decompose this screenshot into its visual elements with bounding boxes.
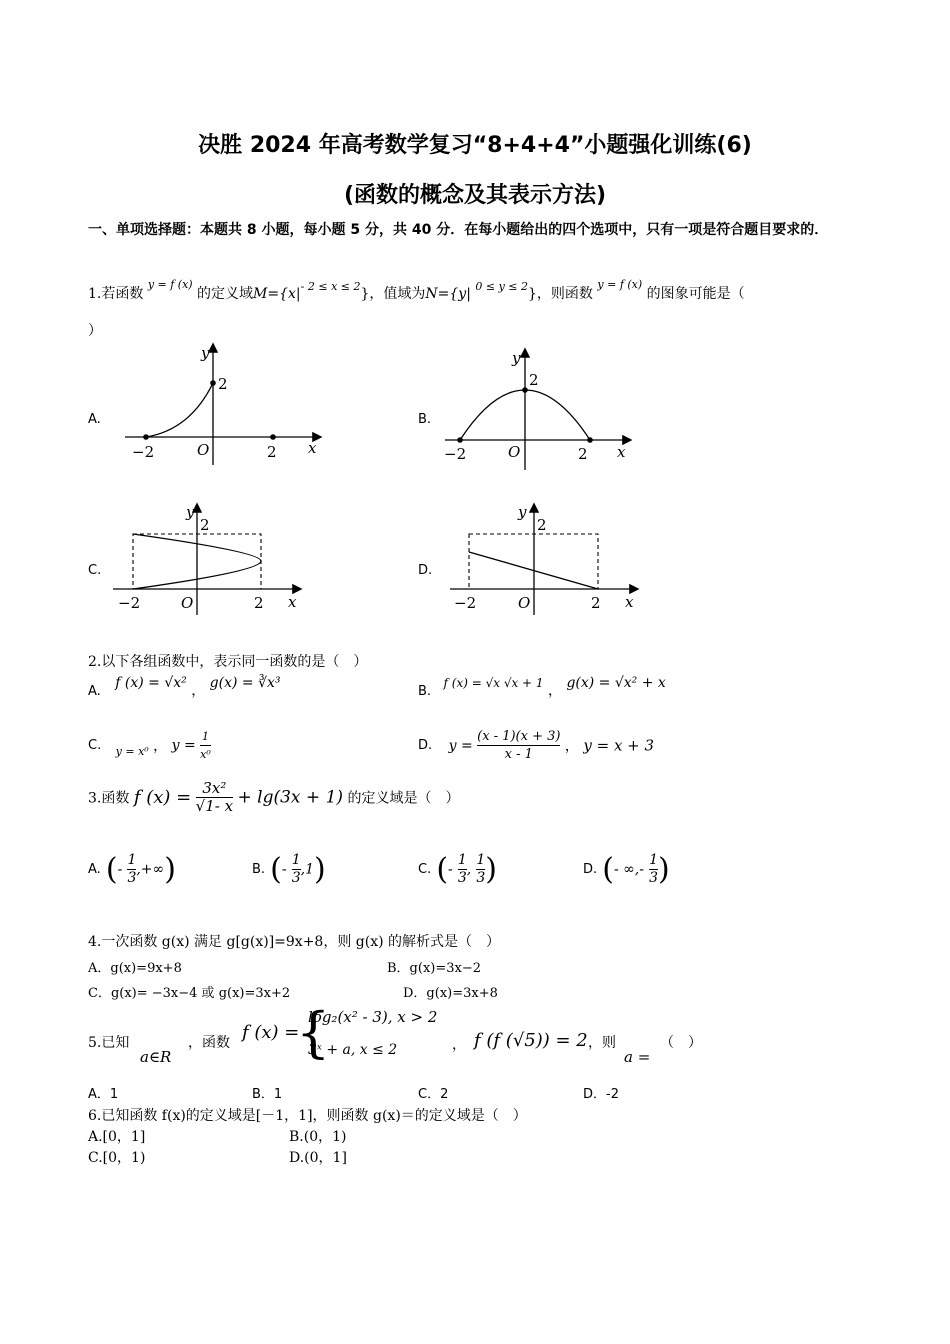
question-3-stem bbox=[88, 780, 459, 815]
q4-option-b: B．g(x)=3x−2 bbox=[387, 961, 482, 976]
q1-range-set: N={y| bbox=[425, 286, 471, 302]
q5-mid: ，函数 bbox=[188, 1035, 230, 1051]
q3-fraction bbox=[196, 780, 233, 815]
q3-rest: + lg(3x + 1) bbox=[237, 787, 344, 808]
denominator: 3 bbox=[291, 870, 301, 886]
q1-text-range: }，值域为 bbox=[360, 286, 426, 302]
comma: ， bbox=[548, 683, 562, 699]
q5-option-d: D．-2 bbox=[583, 1087, 619, 1102]
label-neg2: −2 bbox=[132, 443, 155, 461]
q6-option-d: D.(0，1] bbox=[289, 1150, 347, 1166]
q2-d-fraction bbox=[477, 728, 560, 763]
q2-b-g: g(x) = √x² + x bbox=[566, 675, 666, 691]
q1-option-b-label: B. bbox=[418, 412, 432, 427]
numerator: (x - 1)(x + 3) bbox=[477, 729, 561, 744]
q2-c-fraction bbox=[200, 728, 211, 763]
graph-option-d bbox=[445, 500, 645, 620]
label-origin: O bbox=[508, 443, 521, 461]
label-neg2: −2 bbox=[444, 445, 467, 463]
q3-prefix: 3.函数 bbox=[88, 790, 130, 807]
q2-option-b bbox=[418, 675, 666, 700]
label-x2: 2 bbox=[591, 594, 601, 612]
q5-a-eq: a = bbox=[624, 1048, 651, 1066]
label-x2: 2 bbox=[267, 443, 277, 461]
graph-option-b bbox=[440, 345, 640, 475]
numerator: 1 bbox=[476, 852, 486, 868]
curve bbox=[146, 383, 213, 437]
q5-case-2: 3ˣ + a, x ≤ 2 bbox=[308, 1042, 398, 1058]
numerator: 1 bbox=[127, 852, 137, 868]
q1-domain-cond: - 2 ≤ x ≤ 2 bbox=[300, 280, 361, 293]
label-y: y bbox=[186, 503, 195, 521]
q3-suffix: 的定义域是（ ） bbox=[347, 790, 460, 807]
point-2 bbox=[587, 437, 593, 443]
q1-option-c-label: C. bbox=[88, 563, 102, 578]
point-neg2 bbox=[143, 434, 149, 440]
q1-function-2: y = f (x) bbox=[597, 278, 643, 291]
q4-option-c: C．g(x)= −3x−4 或 g(x)=3x+2 bbox=[88, 986, 291, 1001]
q2-c-y2-lhs: y = bbox=[171, 737, 196, 754]
label-y: y bbox=[518, 503, 527, 521]
label-x2: 2 bbox=[578, 445, 588, 463]
q2-option-c bbox=[88, 728, 211, 763]
q2-a-label: A. bbox=[88, 684, 101, 699]
numerator: 1 bbox=[649, 852, 659, 868]
q3-option-d: D. (- ∞,- $\frac{1}{3}$ ) bbox=[583, 852, 670, 887]
q5-option-c: C．2 bbox=[418, 1087, 449, 1102]
question-1-stem bbox=[88, 278, 745, 303]
q2-a-f: f (x) = √x² bbox=[115, 675, 187, 691]
point-neg2 bbox=[457, 437, 463, 443]
label-y: y bbox=[512, 349, 521, 367]
comma: ， bbox=[153, 738, 168, 755]
page-subtitle: (函数的概念及其表示方法) bbox=[343, 183, 607, 208]
label-x2: 2 bbox=[254, 594, 264, 612]
q5-prefix: 5.已知 bbox=[88, 1035, 130, 1051]
q2-option-a bbox=[88, 675, 281, 700]
q5-brace: { bbox=[296, 1001, 331, 1064]
point-2 bbox=[270, 434, 276, 440]
q5-bracket: （ ） bbox=[660, 1035, 702, 1051]
numerator: 3x² bbox=[202, 779, 227, 797]
q6-option-a: A.[0，1] bbox=[88, 1129, 146, 1145]
q1-domain-set: M={x| bbox=[253, 286, 301, 302]
label-y: y bbox=[201, 344, 210, 362]
page-title: 决胜 2024 年高考数学复习“8+4+4”小题强化训练(6) bbox=[198, 133, 752, 158]
q6-option-c: C.[0，1) bbox=[88, 1150, 146, 1166]
q1-text-then: }，则函数 bbox=[528, 286, 593, 302]
q3-f-lhs: f (x) = bbox=[133, 787, 192, 808]
q5-condition: f (f (√5)) = 2 bbox=[474, 1030, 588, 1051]
q3-option-b: B. (- $\frac{1}{3}$ ,1) bbox=[252, 852, 326, 887]
label-neg2: −2 bbox=[454, 594, 477, 612]
q1-text-domain: 的定义域 bbox=[197, 286, 254, 302]
question-4-stem: 4.一次函数 g(x) 满足 g[g(x)]=9x+8，则 g(x) 的解析式是（ ） bbox=[88, 934, 501, 950]
q5-a-in-r: a∈R bbox=[140, 1048, 172, 1066]
graph-option-c bbox=[108, 500, 308, 620]
q2-b-f: f (x) = √x √x + 1 bbox=[443, 676, 544, 690]
q2-d-y2: y = x + 3 bbox=[583, 736, 655, 755]
q5-case-1: log₂(x² - 3), x > 2 bbox=[308, 1008, 438, 1026]
question-2-stem: 2.以下各组函数中，表示同一函数的是（ ） bbox=[88, 654, 368, 670]
q3-b-label: B. bbox=[252, 862, 266, 877]
q3-option-c: C. (- $\frac{1}{3}$ , $\frac{1}{3}$ ) bbox=[418, 852, 497, 887]
comma: ， bbox=[191, 683, 206, 699]
q6-option-b: B.(0，1) bbox=[289, 1129, 347, 1145]
q1-range-cond: 0 ≤ y ≤ 2 bbox=[475, 280, 529, 293]
numerator: 1 bbox=[457, 852, 467, 868]
label-x: x bbox=[288, 593, 297, 611]
q5-f-lhs: f (x) = bbox=[242, 1022, 300, 1043]
q2-d-label: D. bbox=[418, 738, 433, 753]
q2-option-d bbox=[418, 728, 654, 763]
label-x: x bbox=[308, 439, 317, 457]
denominator: 3 bbox=[127, 870, 137, 886]
q2-c-y1: y = x⁰ bbox=[115, 745, 149, 758]
q1-close-paren: ） bbox=[88, 323, 102, 339]
q3-option-a: A. (- $\frac{1}{3}$ ,+∞) bbox=[88, 852, 176, 887]
q3-c-label: C. bbox=[418, 862, 432, 877]
point-y2 bbox=[522, 387, 528, 393]
q5-then: ，则 bbox=[588, 1035, 616, 1051]
label-origin: O bbox=[197, 441, 210, 459]
label-x: x bbox=[625, 593, 634, 611]
comma: ， bbox=[564, 738, 579, 755]
point-y2 bbox=[210, 380, 216, 386]
q1-option-a-label: A. bbox=[88, 412, 101, 427]
denominator: x⁰ bbox=[200, 745, 211, 763]
label-origin: O bbox=[518, 594, 531, 612]
question-6-stem: 6.已知函数 f(x)的定义域是[－1，1]，则函数 g(x)＝的定义域是（ ） bbox=[88, 1108, 527, 1124]
numerator: 1 bbox=[291, 852, 301, 868]
denominator: √1- x bbox=[195, 797, 234, 815]
q2-c-label: C. bbox=[88, 738, 102, 753]
label-y2: 2 bbox=[218, 375, 228, 393]
q5-option-b: B．1 bbox=[252, 1087, 283, 1102]
label-origin: O bbox=[181, 594, 194, 612]
denominator: x - 1 bbox=[477, 745, 560, 763]
q3-a-label: A. bbox=[88, 862, 101, 877]
q2-b-label: B. bbox=[418, 684, 432, 699]
q3-d-label: D. bbox=[583, 862, 598, 877]
q2-a-g: g(x) = ∛x³ bbox=[209, 675, 281, 691]
q1-option-d-label: D. bbox=[418, 563, 433, 578]
q1-function-1: y = f (x) bbox=[147, 278, 193, 291]
numerator: 1 bbox=[201, 730, 209, 743]
q2-d-lhs: y = bbox=[448, 737, 473, 754]
label-x: x bbox=[617, 443, 626, 461]
graph-option-a bbox=[115, 340, 330, 470]
label-y2: 2 bbox=[537, 516, 547, 534]
denominator: 3 bbox=[649, 870, 659, 886]
denominator: 3 bbox=[457, 870, 467, 886]
label-y2: 2 bbox=[200, 516, 210, 534]
label-neg2: −2 bbox=[118, 594, 141, 612]
section-heading: 一、单项选择题：本题共 8 小题，每小题 5 分，共 40 分．在每小题给出的四个选项中，只有一项是符合题目要求的． bbox=[88, 222, 829, 238]
comma: ， bbox=[452, 1037, 466, 1053]
denominator: 3 bbox=[476, 870, 486, 886]
label-y2: 2 bbox=[529, 371, 539, 389]
q1-suffix: 的图象可能是（ bbox=[646, 286, 745, 302]
q4-option-d: D．g(x)=3x+8 bbox=[403, 986, 498, 1001]
q4-option-a: A．g(x)=9x+8 bbox=[88, 961, 182, 976]
q1-prefix: 1.若函数 bbox=[88, 286, 144, 302]
q5-option-a: A．1 bbox=[88, 1087, 119, 1102]
